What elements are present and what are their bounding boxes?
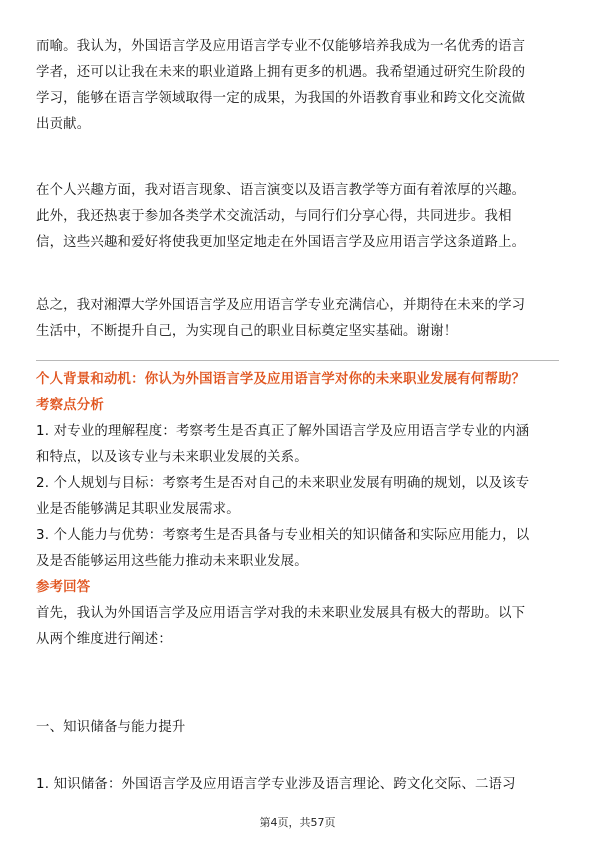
paragraph-line: 此外，我还热衷于参加各类学术交流活动，与同行们分享心得，共同进步。我相 xyxy=(36,209,512,224)
analysis-heading: 考察点分析 xyxy=(36,398,104,413)
analysis-line: 3. 个人能力与优势：考察考生是否具备与专业相关的知识储备和实际应用能力，以 xyxy=(36,528,530,543)
answer-heading: 参考回答 xyxy=(36,580,91,595)
answer-line: 首先，我认为外国语言学及应用语言学对我的未来职业发展具有极大的帮助。以下 xyxy=(36,606,526,621)
question-title: 个人背景和动机：你认为外国语言学及应用语言学对你的未来职业发展有何帮助？ xyxy=(36,372,526,387)
intro-paragraph xyxy=(36,34,559,138)
section-title-block xyxy=(36,715,559,741)
paragraph-line: 生活中，不断提升自己，为实现自己的职业目标奠定坚实基础。谢谢！ xyxy=(36,324,458,339)
section-title: 一、知识储备与能力提升 xyxy=(36,720,186,735)
analysis-line: 和特点，以及该专业与未来职业发展的关系。 xyxy=(36,450,308,465)
conclusion-paragraph xyxy=(36,293,559,345)
page-number: 第4页，共57页 xyxy=(259,816,336,829)
interest-paragraph xyxy=(36,178,559,256)
paragraph-line: 在个人兴趣方面，我对语言现象、语言演变以及语言教学等方面有着浓厚的兴趣。 xyxy=(36,183,526,198)
item-block xyxy=(36,772,559,798)
analysis-line: 及是否能够运用这些能力推动未来职业发展。 xyxy=(36,554,308,569)
section-divider xyxy=(36,360,559,361)
paragraph-line: 总之，我对湘潭大学外国语言学及应用语言学专业充满信心，并期待在未来的学习 xyxy=(36,298,526,313)
analysis-line: 2. 个人规划与目标：考察考生是否对自己的未来职业发展有明确的规划，以及该专 xyxy=(36,476,530,491)
paragraph-line: 学者，还可以让我在未来的职业道路上拥有更多的机遇。我希望通过研究生阶段的 xyxy=(36,65,526,80)
analysis-line: 1. 对专业的理解程度：考察考生是否真正了解外国语言学及应用语言学专业的内涵 xyxy=(36,424,530,439)
question-section xyxy=(36,367,559,653)
paragraph-line: 学习，能够在语言学领域取得一定的成果，为我国的外语教育事业和跨文化交流做 xyxy=(36,91,526,106)
analysis-line: 业是否能够满足其职业发展需求。 xyxy=(36,502,240,517)
answer-line: 从两个维度进行阐述： xyxy=(36,632,172,647)
paragraph-line: 而喻。我认为，外国语言学及应用语言学专业不仅能够培养我成为一名优秀的语言 xyxy=(36,39,526,54)
paragraph-line: 出贡献。 xyxy=(36,117,91,132)
item-line: 1. 知识储备：外国语言学及应用语言学专业涉及语言理论、跨文化交际、二语习 xyxy=(36,777,516,792)
paragraph-line: 信，这些兴趣和爱好将使我更加坚定地走在外国语言学及应用语言学这条道路上。 xyxy=(36,235,526,250)
